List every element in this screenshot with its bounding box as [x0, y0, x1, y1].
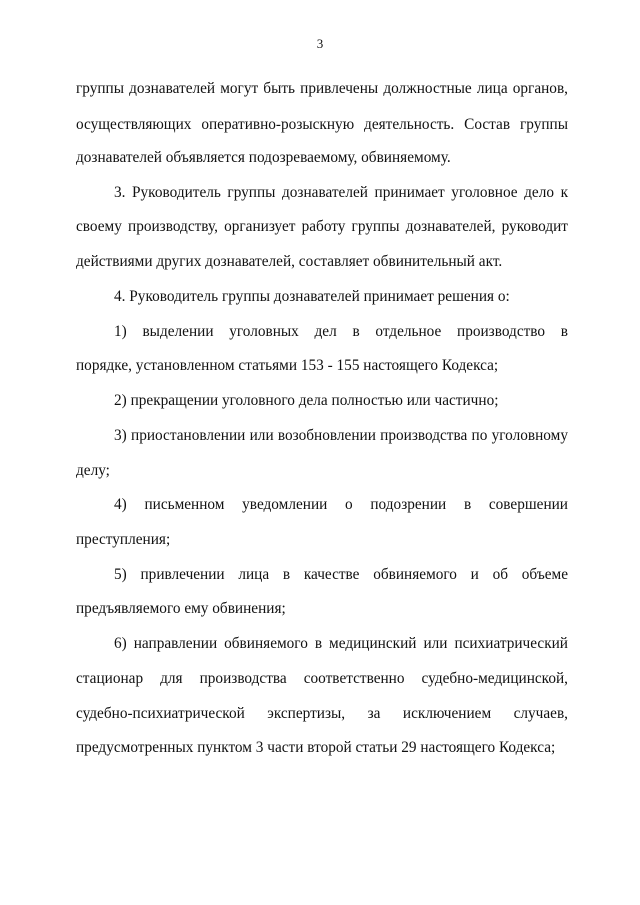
text-line: 1) выделении уголовных дел в отдельное производство в [114, 323, 568, 340]
text-line: действиями других дознавателей, составляет обвинительный акт. [76, 253, 503, 270]
text-line: 6) направлении обвиняемого в медицинский или психиатрический [114, 635, 568, 652]
text-line: преступления; [76, 531, 171, 548]
text-line: порядке, установленном статьями 153 - 155 настоящего Кодекса; [76, 357, 499, 374]
text-line: 5) привлечении лица в качестве обвиняемого и об объеме [114, 566, 568, 583]
text-line: своему производству, организует работу группы дознавателей, руководит [76, 218, 568, 235]
text-line: осуществляющих оперативно-розыскную деятельность. Состав группы [76, 116, 568, 133]
text-line: 3. Руководитель группы дознавателей принимает уголовное дело к [114, 184, 568, 201]
text-line: дознавателей объявляется подозреваемому, обвиняемому. [76, 149, 451, 166]
text-line: предъявляемого ему обвинения; [76, 600, 286, 617]
text-line: 3) приостановлении или возобновлении производства по уголовному [114, 427, 568, 444]
page-number: 3 [316, 36, 324, 51]
text-line: группы дознавателей могут быть привлечены должностные лица органов, [76, 80, 568, 97]
text-line: 2) прекращении уголовного дела полностью или частично; [114, 392, 499, 409]
text-line: предусмотренных пунктом 3 части второй статьи 29 настоящего Кодекса; [76, 739, 556, 756]
text-line: стационар для производства соответственно судебно-медицинской, [76, 670, 568, 687]
text-line: 4) письменном уведомлении о подозрении в совершении [114, 496, 568, 513]
text-line: судебно-психиатрической экспертизы, за исключением случаев, [76, 705, 568, 722]
text-line: 4. Руководитель группы дознавателей принимает решения о: [114, 288, 510, 305]
text-line: делу; [76, 462, 110, 479]
